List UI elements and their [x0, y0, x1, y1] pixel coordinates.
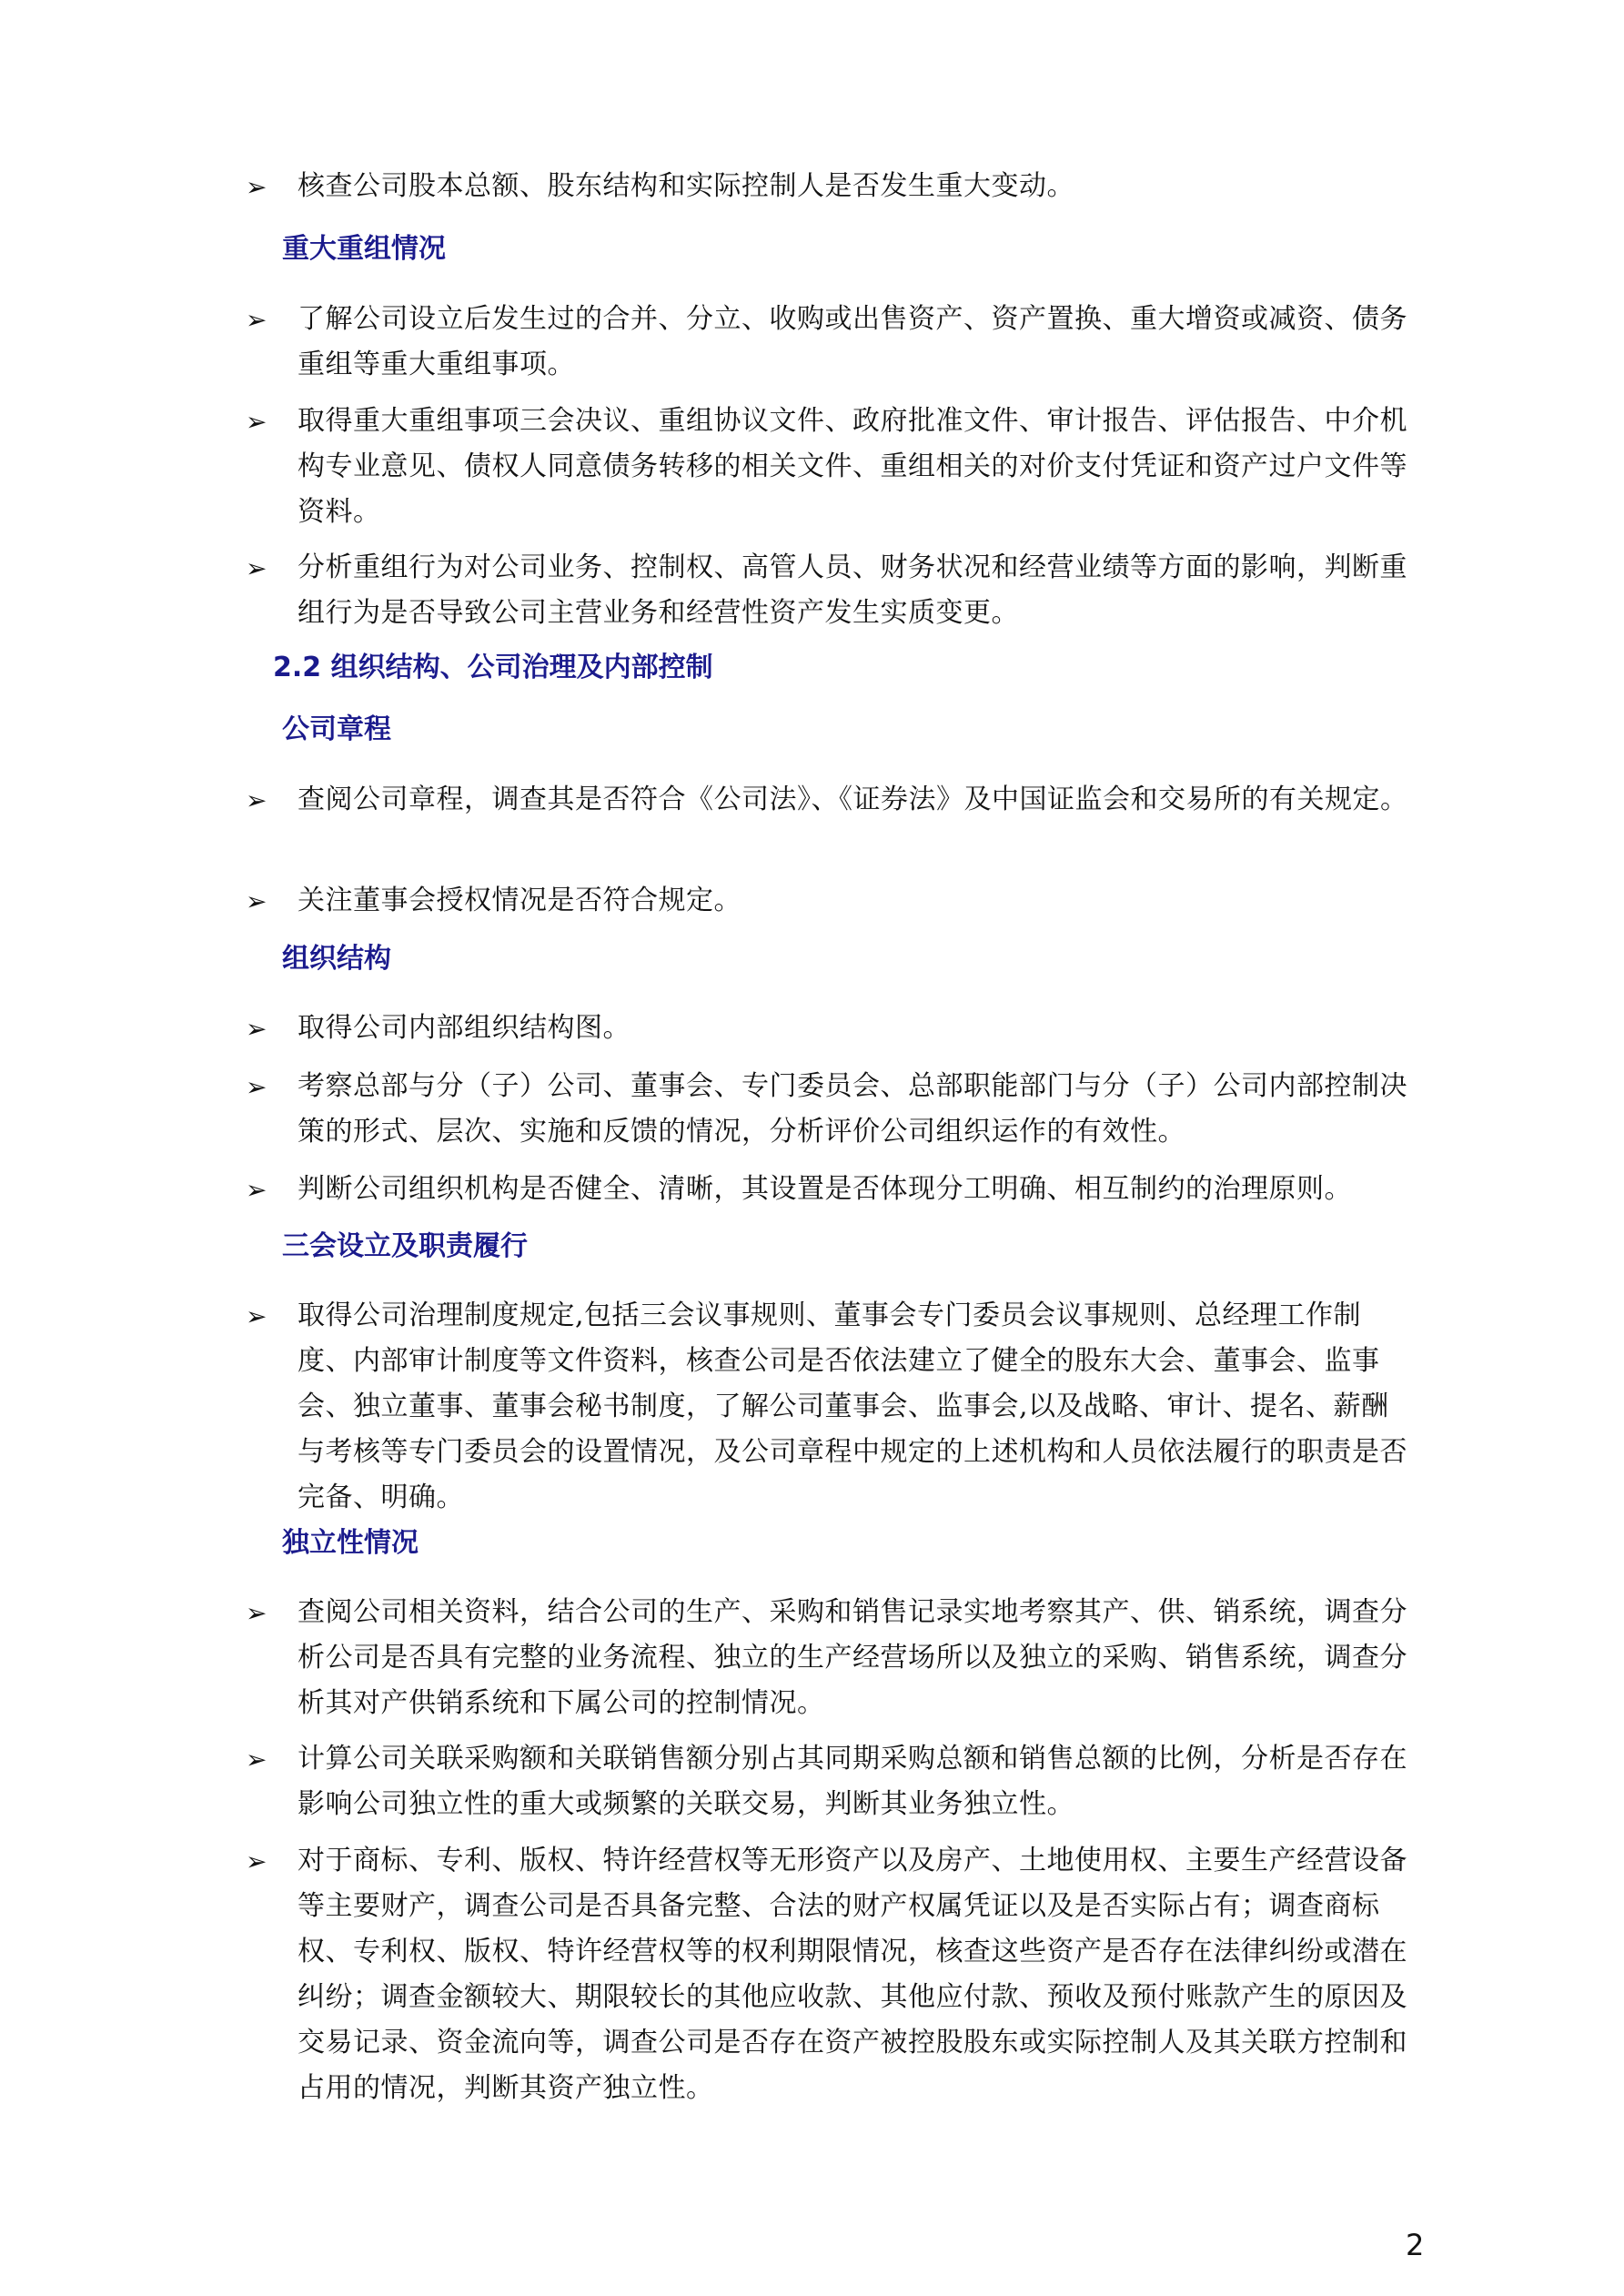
- list-item-text: 分析重组行为对公司业务、控制权、高管人员、财务状况和经营业绩等方面的影响，判断重组行为是否导致公司主营业务和经营性资产发生实质变更。: [298, 551, 1407, 629]
- subsection-heading: 独立性情况: [282, 1527, 419, 1559]
- arrow-bullet-icon: ➢: [246, 785, 267, 815]
- list-item-text: 对于商标、专利、版权、特许经营权等无形资产以及房产、土地使用权、主要生产经营设备等主要财产，调查公司是否具备完整、合法的财产权属凭证以及是否实际占有；调查商标权、专利权、版权、特许经营权等的权利期限情况，核查这些资产是否存在法律纠纷或潜在纠纷；调查金额较大、期限较长的其他应收款、其他应付款、预收及预付账款产生的原因及交易记录、资金流向等，调查公司是否存在资产被控股股东或实际控制人及其关联方控制和占用的情况，判断其资产独立性。: [298, 1845, 1407, 2104]
- page-number: 2: [1406, 2228, 1425, 2262]
- arrow-bullet-icon: ➢: [246, 1745, 267, 1775]
- list-item-text: 计算公司关联采购额和关联销售额分别占其同期采购总额和销售总额的比例，分析是否存在影响公司独立性的重大或频繁的关联交易，判断其业务独立性。: [298, 1743, 1407, 1820]
- arrow-bullet-icon: ➢: [246, 172, 267, 202]
- arrow-bullet-icon: ➢: [246, 1598, 267, 1628]
- list-item-text: 取得公司内部组织结构图。: [298, 1012, 630, 1044]
- subsection-heading: 公司章程: [282, 713, 391, 745]
- arrow-bullet-icon: ➢: [246, 1072, 267, 1102]
- list-item-text: 取得公司治理制度规定,包括三会议事规则、董事会专门委员会议事规则、总经理工作制度、内部审计制度等文件资料，核查公司是否依法建立了健全的股东大会、董事会、监事会、独立董事、董事会秘书制度，了解公司董事会、监事会,以及战略、审计、提名、薪酬与考核等专门委员会的设置情况，及公司章程中规定的上述机构和人员依法履行的职责是否完备、明确。: [298, 1300, 1407, 1513]
- list-item-text: 关注董事会授权情况是否符合规定。: [298, 885, 741, 916]
- list-item-text: 查阅公司章程，调查其是否符合《公司法》、《证券法》及中国证监会和交易所的有关规定。: [298, 784, 1408, 815]
- list-item-text: 取得重大重组事项三会决议、重组协议文件、政府批准文件、审计报告、评估报告、中介机构专业意见、债权人同意债务转移的相关文件、重组相关的对价支付凭证和资产过户文件等资料。: [298, 405, 1407, 528]
- arrow-bullet-icon: ➢: [246, 305, 267, 335]
- arrow-bullet-icon: ➢: [246, 407, 267, 437]
- list-item-text: 核查公司股本总额、股东结构和实际控制人是否发生重大变动。: [298, 170, 1074, 202]
- subsection-heading: 三会设立及职责履行: [282, 1230, 528, 1262]
- arrow-bullet-icon: ➢: [246, 1014, 267, 1044]
- section-heading: 2.2 组织结构、公司治理及内部控制: [273, 652, 713, 683]
- subsection-heading: 重大重组情况: [282, 233, 446, 265]
- arrow-bullet-icon: ➢: [246, 886, 267, 916]
- arrow-bullet-icon: ➢: [246, 1846, 267, 1876]
- list-item-text: 考察总部与分（子）公司、董事会、专门委员会、总部职能部门与分（子）公司内部控制决策的形式、层次、实施和反馈的情况，分析评价公司组织运作的有效性。: [298, 1070, 1407, 1148]
- arrow-bullet-icon: ➢: [246, 553, 267, 583]
- arrow-bullet-icon: ➢: [246, 1175, 267, 1205]
- list-item-text: 判断公司组织机构是否健全、清晰，其设置是否体现分工明确、相互制约的治理原则。: [298, 1173, 1352, 1205]
- arrow-bullet-icon: ➢: [246, 1301, 267, 1331]
- list-item-text: 查阅公司相关资料，结合公司的生产、采购和销售记录实地考察其产、供、销系统，调查分析公司是否具有完整的业务流程、独立的生产经营场所以及独立的采购、销售系统，调查分析其对产供销系统和下属公司的控制情况。: [298, 1596, 1407, 1719]
- list-item-text: 了解公司设立后发生过的合并、分立、收购或出售资产、资产置换、重大增资或减资、债务重组等重大重组事项。: [298, 303, 1407, 380]
- subsection-heading: 组织结构: [282, 943, 391, 975]
